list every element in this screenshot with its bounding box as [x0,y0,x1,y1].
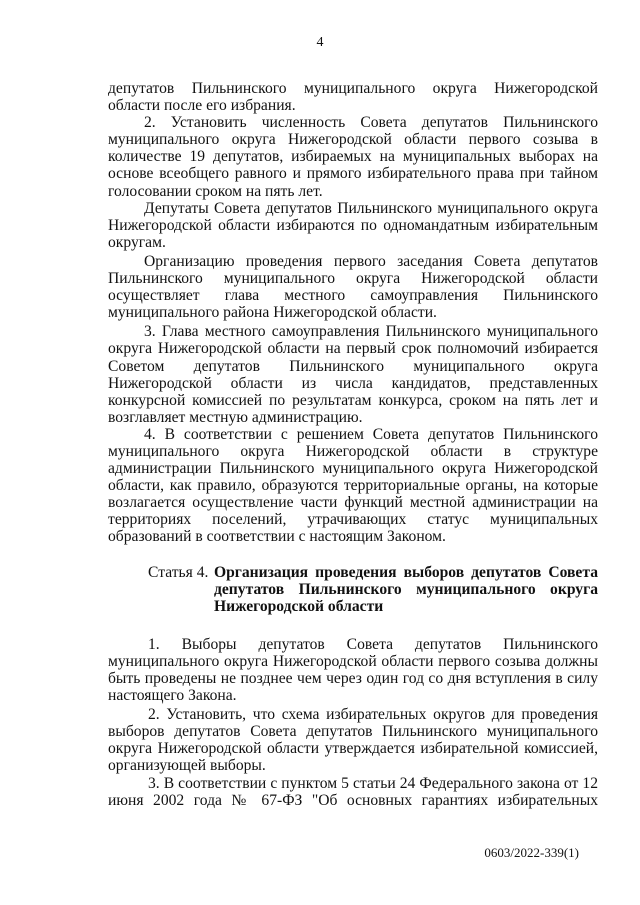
article-heading [108,564,598,615]
paragraph: 2. Установить, что схема избирательных округов для проведения выборов депутатов Совета депутатов Пильнинского муниципального округа Нижегородской области утверждается избирательной комиссией, организующей выборы. [108,706,598,775]
article-title: Организация проведения выборов депутатов Совета депутатов Пильнинского муниципального округа Нижегородской области [214,563,598,615]
paragraph: 3. В соответствии с пунктом 5 статьи 24 Федерального закона от 12 июня 2002 года № 67-ФЗ "Об основных гарантиях избирательных [108,774,598,809]
body-text [108,80,598,809]
article-label: Статья 4. [148,563,209,581]
paragraph: 4. В соответствии с решением Совета депутатов Пильнинского муниципального округа Нижегородской области в структуре администрации Пильнинского муниципального округа Нижегородской области, как правило, образуются территориальные органы, на которые возлагается осуществление части функций местной администрации на территориях поселений, утрачивающих статус муниципальных образований в соответствии с настоящим Законом. [108,425,598,546]
paragraph: 1. Выборы депутатов Совета депутатов Пильнинского муниципального округа Нижегородской области первого созыва должны быть проведены не позднее чем через один год со дня вступления в силу настоящего Закона. [108,635,598,705]
document-code: 0603/2022-339(1) [484,845,579,860]
page-number: 4 [316,35,324,50]
paragraph: Депутаты Совета депутатов Пильнинского муниципального округа Нижегородской области избираются по одномандатным избирательным округам. [108,199,598,251]
paragraph: Организацию проведения первого заседания Совета депутатов Пильнинского муниципального округа Нижегородской области осуществляет глава местного самоуправления Пильнинского муниципального района Нижегородской области. [108,252,598,322]
paragraph: 2. Установить численность Совета депутатов Пильнинского муниципального округа Нижегородской области первого созыва в количестве 19 депутатов, избираемых на муниципальных выборах на основе всеобщего равного и прямого избирательного права при тайном голосовании сроком на пять лет. [108,114,598,200]
paragraph: 3. Глава местного самоуправления Пильнинского муниципального округа Нижегородской области на первый срок полномочий избирается Советом депутатов Пильнинского муниципального округа Нижегородской области из числа кандидатов, представленных конкурсной комиссией по результатам конкурса, сроком на пять лет и возглавляет местную администрацию. [108,323,598,426]
paragraph: депутатов Пильнинского муниципального округа Нижегородской области после его избрания. [108,80,598,115]
